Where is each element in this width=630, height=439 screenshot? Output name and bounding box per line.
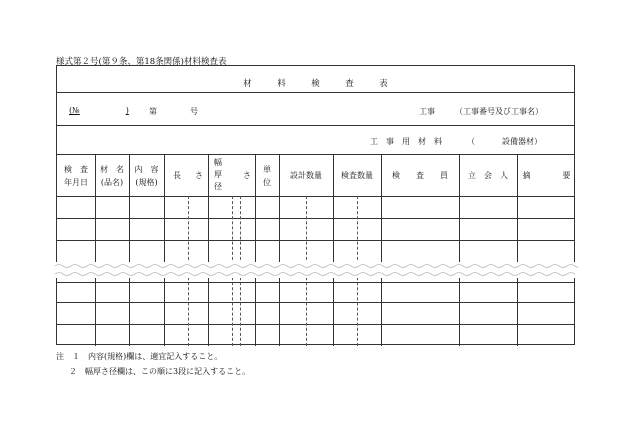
header-content: 内 容 (規格) [134,165,159,187]
header-unit: 単 位 [263,165,271,187]
dai-label: 第 [149,107,157,116]
rule [57,196,574,197]
header-inspector: 検 査 員 [392,171,448,180]
kouji-label: 工事 [419,107,435,116]
header-inspect-qty: 検査数量 [341,171,373,180]
rule [57,154,574,155]
header-width-sa: さ [243,171,251,180]
kouji-note: （工事番号及び工事名） [455,107,543,116]
column-divider [208,154,209,346]
rule [57,218,574,219]
form-label: 様式第２号(第９条、第18条関係)材料検査表 [56,57,227,67]
wavy-break [55,262,578,278]
rule [57,324,574,325]
header-witness: 立 会 人 [468,171,508,180]
header-width: 幅 厚 径 [214,158,222,191]
number-field: (№ ) [69,106,129,115]
rule [57,240,574,241]
rule [57,282,574,283]
column-divider [459,154,460,346]
inspection-table [56,65,575,345]
header-inspection-date: 検 査 年月日 [64,165,88,187]
note-1: 注 １ 内容(規格)欄は、適宜記入すること。 [56,352,223,361]
paren-open: （ [467,137,475,146]
rule [57,302,574,303]
rule [57,92,574,93]
column-divider [517,154,518,346]
column-divider [279,154,280,346]
table-title: 材 料 検 査 表 [243,79,388,89]
column-divider [164,154,165,346]
header-remarks: 摘 要 [522,171,571,180]
go-label: 号 [190,107,198,116]
column-divider [333,154,334,346]
rule [57,125,574,126]
facility-label: 設備器材） [502,137,542,146]
column-divider [381,154,382,346]
header-length-2: さ [195,171,203,180]
materials-label: 工 事 用 材 料 [370,137,442,146]
header-design-qty: 設計数量 [290,171,322,180]
header-length-1: 長 [173,171,181,180]
header-material-name: 材 名 (品名) [100,165,124,187]
note-2: ２ 幅厚さ径欄は、この順に3段に記入すること。 [69,367,251,376]
